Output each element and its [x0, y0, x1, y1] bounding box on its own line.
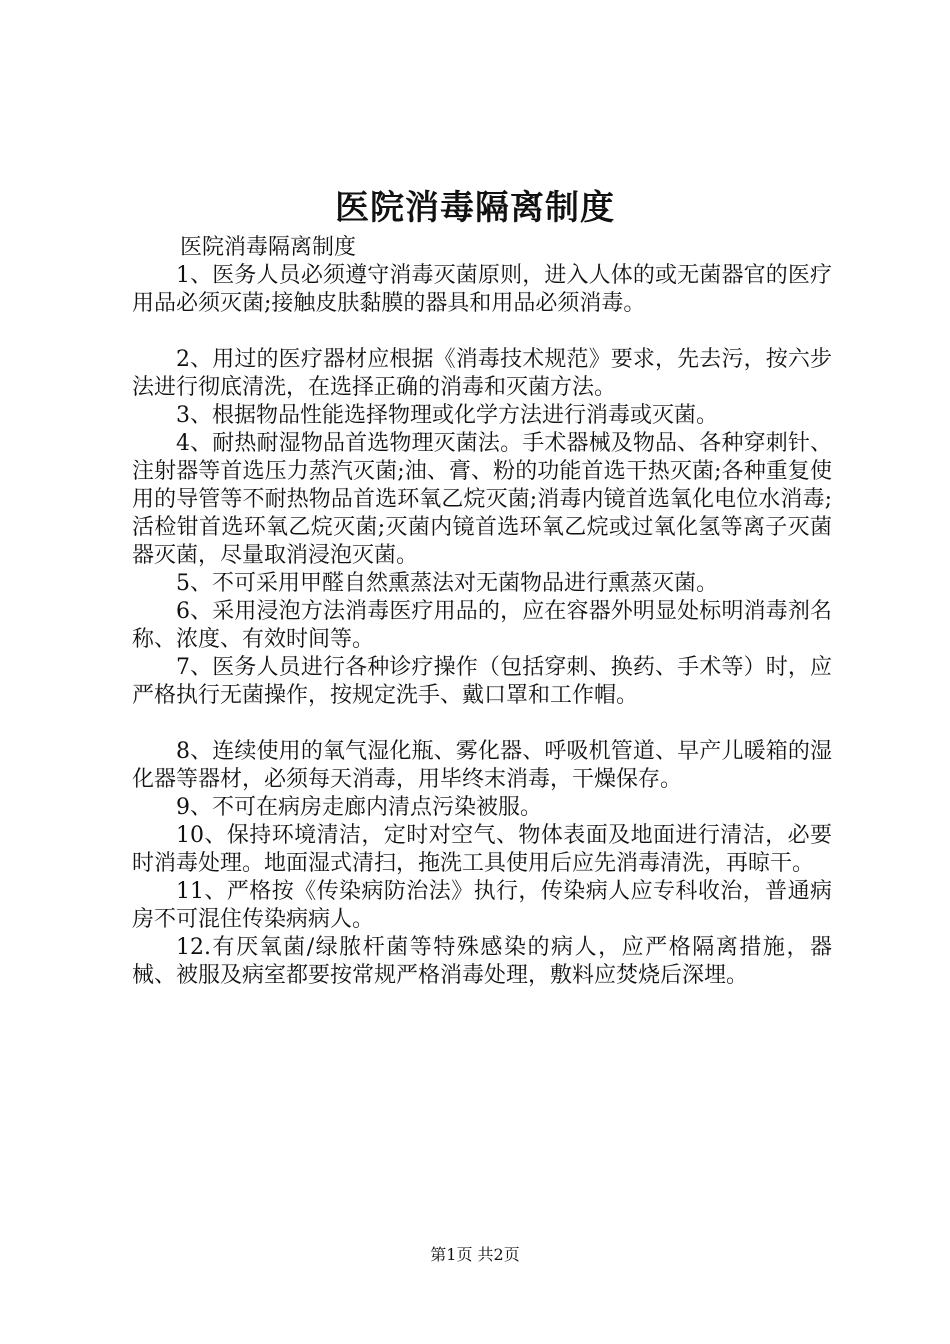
paragraph-11: 11、严格按《传染病防治法》执行，传染病人应专科收治，普通病房不可混住传染病病人。: [132, 879, 832, 932]
paragraph-6: 6、采用浸泡方法消毒医疗用品的，应在容器外明显处标明消毒剂名称、浓度、有效时间等。: [132, 599, 832, 652]
paragraph-2: 2、用过的医疗器材应根据《消毒技术规范》要求，先去污，按六步法进行彻底清洗，在选择正确的消毒和灭菌方法。: [132, 347, 832, 400]
paragraph-10: 10、保持环境清洁，定时对空气、物体表面及地面进行清洁，必要时消毒处理。地面湿式清扫，拖洗工具使用后应先消毒清洗，再晾干。: [132, 823, 832, 876]
paragraph-3: 3、根据物品性能选择物理或化学方法进行消毒或灭菌。: [176, 403, 718, 428]
document-body: [132, 234, 832, 990]
paragraph-4: 4、耐热耐湿物品首选物理灭菌法。手术器械及物品、各种穿刺针、注射器等首选压力蒸汽灭菌;油、膏、粉的功能首选干热灭菌;各种重复使用的导管等不耐热物品首选环氧乙烷灭菌;消毒内镜首选氧化电位水消毒;活检钳首选环氧乙烷灭菌;灭菌内镜首选环氧乙烷或过氧化氢等离子灭菌器灭菌，尽量取消浸泡灭菌。: [132, 431, 832, 568]
paragraph-7: 7、医务人员进行各种诊疗操作（包括穿刺、换药、手术等）时，应严格执行无菌操作，按规定洗手、戴口罩和工作帽。: [132, 655, 832, 708]
paragraph-9: 9、不可在病房走廊内清点污染被服。: [176, 795, 542, 820]
page-number-footer: 第1页 共2页: [430, 1245, 520, 1264]
paragraph-5: 5、不可采用甲醛自然熏蒸法对无菌物品进行熏蒸灭菌。: [176, 571, 718, 596]
paragraph-1: 1、医务人员必须遵守消毒灭菌原则，进入人体的或无菌器官的医疗用品必须灭菌;接触皮肤黏膜的器具和用品必须消毒。: [132, 263, 832, 316]
document-subtitle: 医院消毒隔离制度: [180, 235, 357, 260]
paragraph-12: 12.有厌氧菌/绿脓杆菌等特殊感染的病人，应严格隔离措施，器械、被服及病室都要按常规严格消毒处理，敷料应焚烧后深埋。: [132, 935, 832, 988]
page-title: 医院消毒隔离制度: [335, 188, 615, 228]
paragraph-8: 8、连续使用的氧气湿化瓶、雾化器、呼吸机管道、早产儿暖箱的湿化器等器材，必须每天消毒，用毕终末消毒，干燥保存。: [132, 739, 832, 792]
